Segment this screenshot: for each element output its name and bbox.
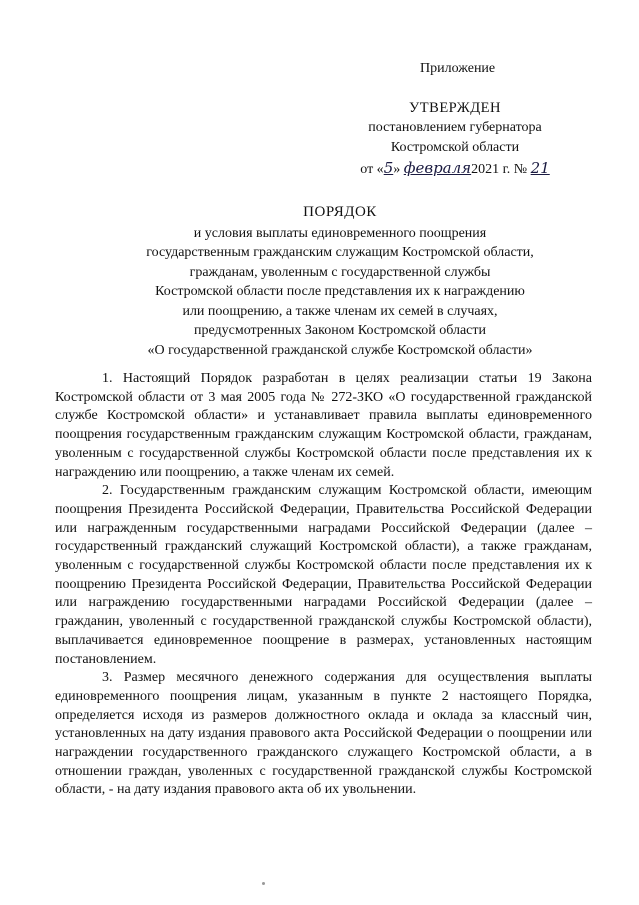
title-heading: ПОРЯДОК xyxy=(303,204,377,220)
date-day-handwritten: 5 xyxy=(383,159,394,177)
date-year: 2021 г. № xyxy=(471,162,528,177)
date-mid: » xyxy=(393,162,401,177)
title-line: «О государственной гражданской службе Костромской области» xyxy=(147,342,533,358)
title-line: предусмотренных Законом Костромской области xyxy=(193,323,486,338)
approved-by-line2: Костромской области xyxy=(390,140,520,155)
date-prefix: от « xyxy=(360,162,384,177)
title-line: государственным гражданским служащим Костромской области, xyxy=(146,245,534,260)
paragraph-2: 2. Государственным гражданским служащим Костромской области, имеющим поощрения Президента Российской Федерации, Правительства Российской Федерации или награжденным государственными наградами Российской Федерации (далее – государственный гражданский служащий Костромской области), а также гражданам, уволенным с государственной службы Костромской области после представления их к поощрению Президента Российской Федерации, Правительства Российской Федерации или награждению государственными наградами Российской Федерации (далее – гражданин, уволенный с государственной гражданской службы Костромской области), выплачивается единовременное поощрение в размерах, установленных настоящим постановлением. xyxy=(55,483,592,667)
document-body xyxy=(55,370,592,800)
paragraph-1: 1. Настоящий Порядок разработан в целях реализации статьи 19 Закона Костромской области от 3 мая 2005 года № 272-ЗКО «О государственной гражданской службе Костромской области» и устанавливает правила выплаты единовременного поощрения государственным гражданским служащим Костромской области, гражданам, уволенным с государственной службы Костромской области после представления их к награждению или поощрению, а также членам их семей. xyxy=(55,371,592,480)
date-month-handwritten: февраля xyxy=(403,159,472,177)
doc-number-handwritten: 21 xyxy=(530,159,550,177)
appendix-label: Приложение xyxy=(420,61,496,76)
document-title xyxy=(60,203,620,360)
title-line: или поощрению, а также членам их семей в случаях, xyxy=(182,303,498,319)
approved-by-line1: постановлением губернатора xyxy=(368,120,542,135)
title-line: и условия выплаты единовременного поощрения xyxy=(193,225,487,241)
scan-speck xyxy=(262,882,265,885)
approval-block xyxy=(340,98,570,180)
approved-label: УТВЕРЖДЕН xyxy=(409,100,501,116)
title-line: Костромской области после представления их к награждению xyxy=(155,284,525,299)
title-line: гражданам, уволенным с государственной службы xyxy=(189,264,491,280)
decree-date-line xyxy=(340,158,570,180)
paragraph-3: 3. Размер месячного денежного содержания для осуществления выплаты единовременного поощрения лицам, указанным в пункте 2 настоящего Порядка, определяется исходя из размеров должностного оклада и оклада за классный чин, установленных на дату издания правового акта Российской Федерации о поощрении или награждении государственного гражданского служащего Костромской области, а в отношении граждан, уволенных с государственной гражданской службы Костромской области, - на дату издания правового акта об их увольнении. xyxy=(55,670,592,798)
